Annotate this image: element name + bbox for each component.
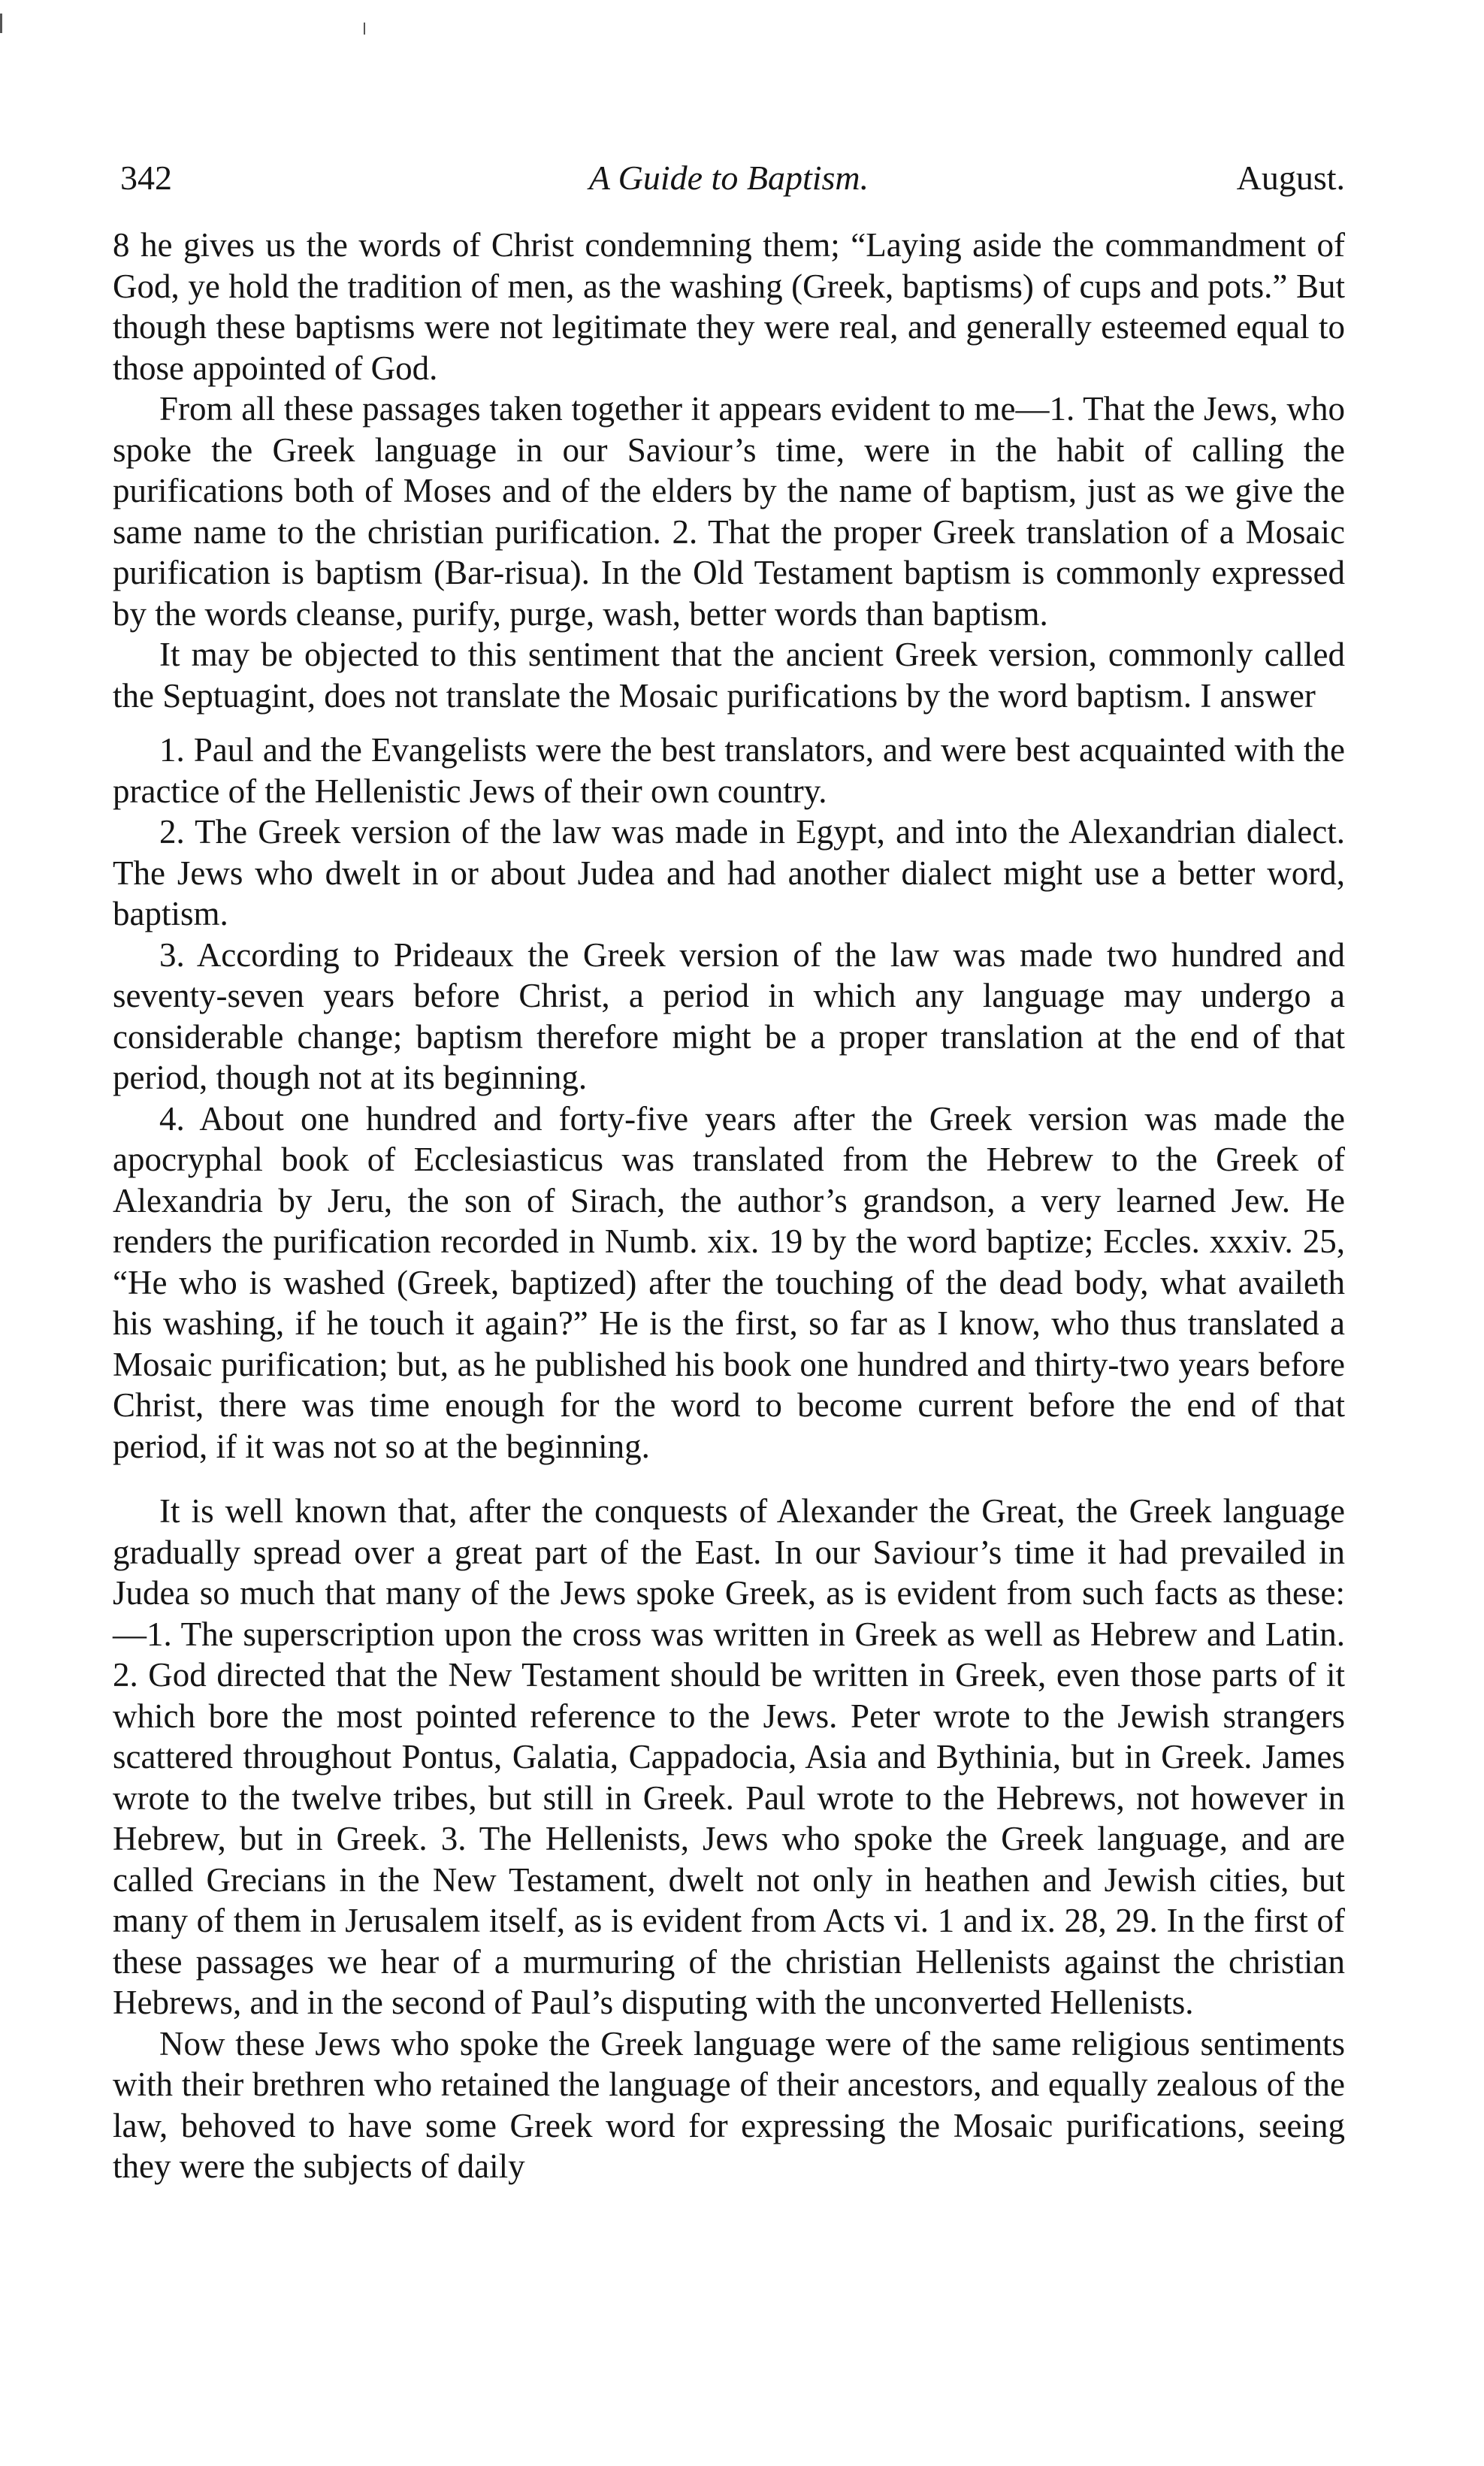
paragraph-hellenists: It is well known that, after the conquests of Alexander the Great, the Greek language gradually spread over a great part of the East. In our Saviour’s time it had prevailed in Judea so much that many of the Jews spoke Greek, as is evident from such facts as these:—1. The superscription upon the cross was written in Greek as well as Hebrew and Latin. 2. God directed that the New Testament should be written in Greek, even those parts of it which bore the most pointed reference to the Jews. Peter wrote to the Jewish strangers scattered throughout Pontus, Galatia, Cappadocia, Asia and Bythinia, but in Greek. James wrote to the twelve tribes, but still in Greek. Paul wrote to the Hebrews, not however in Hebrew, but in Greek. 3. The Hellenists, Jews who spoke the Greek language, and are called Grecians in the New Testament, dwelt not only in heathen and Jewish cities, but many of them in Jerusalem itself, as is evident from Acts vi. 1 and ix. 28, 29. In the first of these passages we hear of a murmuring of the christian Hellenists against the christian Hebrews, and in the second of Paul’s disputing with the unconverted Hellenists. — [113, 1492, 1345, 2021]
body-text — [113, 225, 1345, 2187]
running-month: August. — [1236, 159, 1345, 197]
paragraph-final: Now these Jews who spoke the Greek language were of the same religious sentiments with their brethren who retained the language of their ancestors, and equally zealous of the law, behoved to have some Greek word for expressing the Mosaic purifications, seeing they were the subjects of daily — [113, 2024, 1345, 2185]
paragraph-objection: It may be objected to this sentiment that the ancient Greek version, commonly called the Septuagint, does not translate the Mosaic purifications by the word baptism. I answer — [113, 636, 1345, 715]
print-speck — [0, 14, 2, 33]
answer-item-4: 4. About one hundred and forty-five years after the Greek version was made the apocryphal book of Ecclesiasticus was translated from the Hebrew to the Greek of Alexandria by Jeru, the son of Sirach, the author’s grandson, a very learned Jew. He renders the purification recorded in Numb. xix. 19 by the word baptize; Eccles. xxxiv. 25, “He who is washed (Greek, baptized) after the touching of the dead body, what availeth his washing, if he touch it again?” He is the first, so far as I know, who thus translated a Mosaic purification; but, as he published his book one hundred and thirty-two years before Christ, there was time enough for the word to become current before the end of that period, if it was not so at the beginning. — [113, 1099, 1345, 1465]
page-number: 342 — [120, 159, 172, 197]
answer-item-2: 2. The Greek version of the law was made in Egypt, and into the Alexandrian dialect. The Jews who dwelt in or about Judea and had another dialect might use a better word, baptism. — [113, 813, 1345, 932]
running-title: A Guide to Baptism. — [588, 159, 869, 197]
running-head — [113, 154, 1345, 202]
print-speck — [364, 23, 365, 35]
answer-item-1: 1. Paul and the Evangelists were the best translators, and were best acquainted with the practice of the Hellenistic Jews of their own country. — [113, 731, 1345, 810]
answer-item-3: 3. According to Prideaux the Greek version of the law was made two hundred and seventy-seven years before Christ, a period in which any language may undergo a considerable change; baptism therefore might be a proper translation at the end of that period, though not at its beginning. — [113, 935, 1345, 1096]
paragraph-continued: 8 he gives us the words of Christ condemning them; “Laying aside the commandment of God, ye hold the tradition of men, as the washing (Greek, baptisms) of cups and pots.” But though these baptisms were not legitimate they were real, and generally esteemed equal to those appointed of God. — [113, 226, 1345, 387]
paragraph-conclusion: From all these passages taken together it appears evident to me—1. That the Jews, who spoke the Greek language in our Saviour’s time, were in the habit of calling the purifications both of Moses and of the elders by the name of baptism, just as we give the same name to the christian purification. 2. That the proper Greek translation of a Mosaic purification is baptism (Bar-risua). In the Old Testament baptism is commonly expressed by the words cleanse, purify, purge, wash, better words than baptism. — [113, 390, 1345, 633]
document-page — [113, 154, 1345, 2187]
